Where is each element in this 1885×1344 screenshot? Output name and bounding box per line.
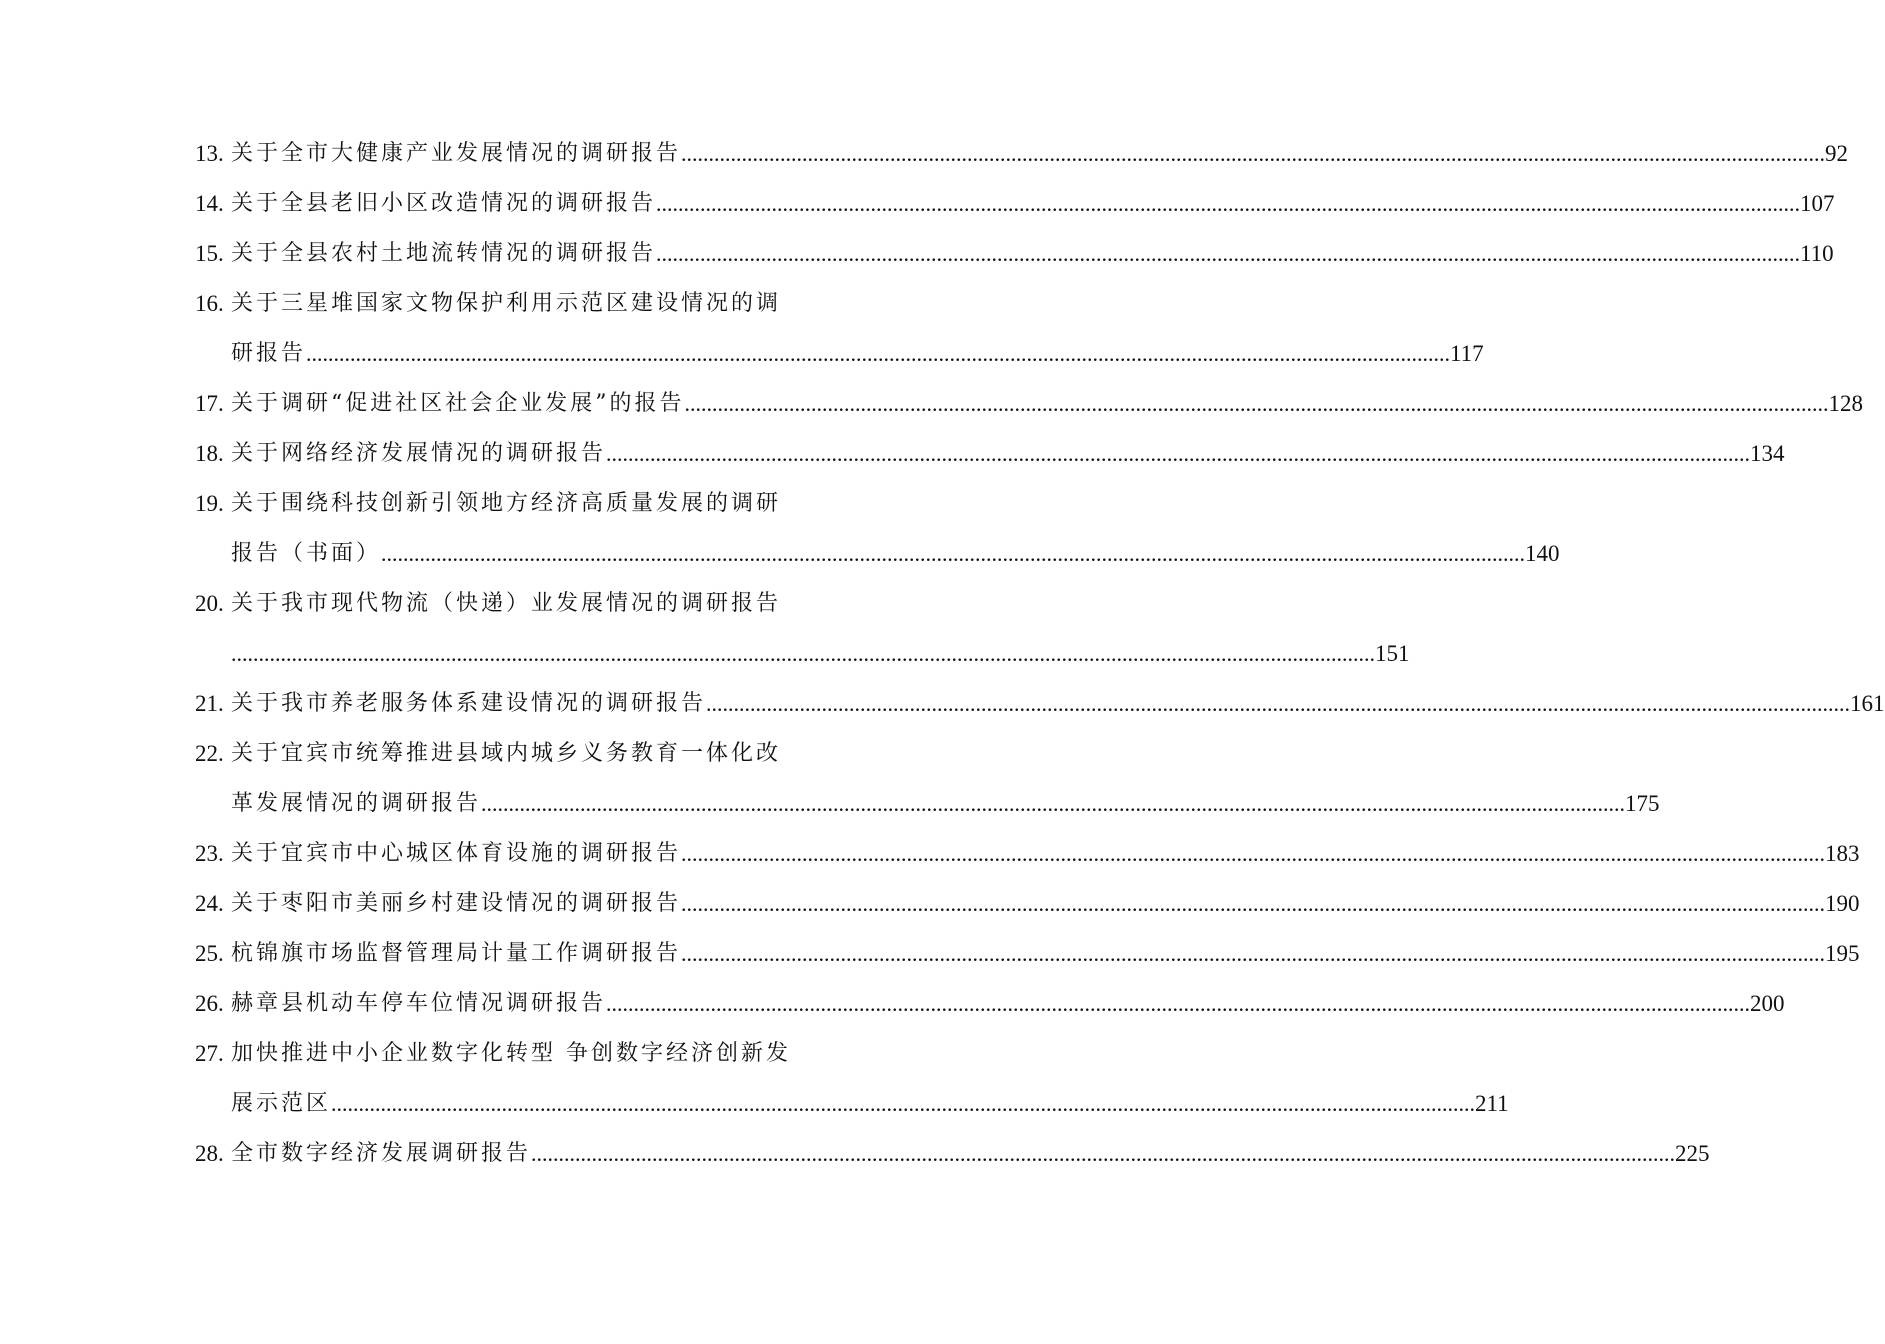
toc-entry-number: 22. — [195, 741, 224, 766]
toc-entry-title: 关于三星堆国家文物保护利用示范区建设情况的调 — [231, 291, 782, 316]
toc-entry-title: 展示范区 — [231, 1091, 332, 1116]
dot-leader — [606, 436, 1750, 472]
toc-entry[interactable] — [195, 386, 1863, 436]
toc-entry-number: 28. — [195, 1141, 224, 1166]
toc-entry-number: 23. — [195, 841, 224, 866]
toc-entry-first-line — [195, 936, 1860, 986]
toc-entry-title: 杭锦旗市场监督管理局计量工作调研报告 — [231, 941, 682, 966]
toc-entry-number: 26. — [195, 991, 224, 1016]
toc-entry-page-number[interactable]: 175 — [1625, 791, 1660, 816]
dot-leader — [381, 536, 1525, 572]
toc-entry-number: 24. — [195, 891, 224, 916]
toc-entry-first-line — [195, 386, 1863, 436]
toc-entry-first-line — [195, 1036, 807, 1086]
toc-entry-title: 关于我市现代物流（快递）业发展情况的调研报告 — [231, 591, 782, 616]
toc-entry[interactable] — [195, 136, 1849, 186]
toc-entry-first-line — [195, 736, 807, 786]
toc-entry[interactable] — [195, 986, 1785, 1036]
dot-leader — [481, 786, 1625, 822]
dot-leader — [706, 686, 1850, 722]
toc-entry-title: 关于宜宾市中心城区体育设施的调研报告 — [231, 841, 682, 866]
toc-entry-title: 关于网络经济发展情况的调研报告 — [231, 441, 607, 466]
dot-leader — [656, 236, 1800, 272]
toc-entry-title: 全市数字经济发展调研报告 — [231, 1141, 532, 1166]
toc-entry-first-line — [195, 136, 1849, 186]
toc-entry-page-number[interactable]: 117 — [1450, 341, 1484, 366]
toc-entry-page-number[interactable]: 225 — [1675, 1141, 1710, 1166]
toc-entry-page-number[interactable]: 200 — [1750, 991, 1785, 1016]
toc-entry-page-number[interactable]: 140 — [1525, 541, 1560, 566]
toc-entry[interactable] — [195, 686, 1885, 736]
dot-leader — [656, 186, 1800, 222]
toc-entry[interactable] — [195, 236, 1834, 286]
toc-entry-title: 关于全市大健康产业发展情况的调研报告 — [231, 141, 682, 166]
toc-entry[interactable] — [195, 736, 1660, 836]
toc-entry-number: 25. — [195, 941, 224, 966]
toc-entry-number: 18. — [195, 441, 224, 466]
toc-entry-first-line — [195, 436, 1785, 486]
dot-leader — [681, 836, 1825, 872]
toc-entry-number: 20. — [195, 591, 224, 616]
toc-entry-page-number[interactable]: 92 — [1825, 141, 1849, 166]
dot-leader — [606, 986, 1750, 1022]
toc-entry-first-line — [195, 886, 1860, 936]
toc-entry-continuation-line — [195, 536, 1560, 586]
toc-entry-first-line — [195, 836, 1860, 886]
toc-entry-number: 14. — [195, 191, 224, 216]
toc-entry-page-number[interactable]: 195 — [1825, 941, 1860, 966]
toc-entry-title: 关于围绕科技创新引领地方经济高质量发展的调研 — [231, 491, 782, 516]
toc-entry-title: 关于调研“促进社区社会企业发展”的报告 — [231, 391, 685, 416]
toc-entry[interactable] — [195, 836, 1860, 886]
toc-entry[interactable] — [195, 886, 1860, 936]
toc-entry-title: 关于枣阳市美丽乡村建设情况的调研报告 — [231, 891, 682, 916]
toc-entry-title: 加快推进中小企业数字化转型 争创数字经济创新发 — [231, 1041, 791, 1066]
toc-entry-title: 关于全县老旧小区改造情况的调研报告 — [231, 191, 657, 216]
toc-entry-number: 19. — [195, 491, 224, 516]
toc-entry-first-line — [195, 686, 1885, 736]
toc-entry-page-number[interactable]: 190 — [1825, 891, 1860, 916]
toc-entry-first-line — [195, 586, 807, 636]
toc-entry-number: 13. — [195, 141, 224, 166]
toc-entry[interactable] — [195, 186, 1835, 236]
dot-leader — [306, 336, 1450, 372]
toc-entry-page-number[interactable]: 110 — [1800, 241, 1834, 266]
toc-entry[interactable] — [195, 1136, 1710, 1186]
dot-leader — [685, 386, 1829, 422]
toc-entry-title: 关于我市养老服务体系建设情况的调研报告 — [231, 691, 707, 716]
toc-entry-title: 赫章县机动车停车位情况调研报告 — [231, 991, 607, 1016]
toc-entry-number: 17. — [195, 391, 224, 416]
toc-entry-continuation-line — [195, 336, 1484, 386]
toc-entry-page-number[interactable]: 161 — [1850, 691, 1885, 716]
toc-entry[interactable] — [195, 436, 1785, 486]
toc-entry-continuation-line — [195, 786, 1660, 836]
toc-entry-first-line — [195, 236, 1834, 286]
toc-entry[interactable] — [195, 1036, 1509, 1136]
toc-entry-number: 15. — [195, 241, 224, 266]
toc-entry-number: 16. — [195, 291, 224, 316]
toc-entry-first-line — [195, 286, 807, 336]
toc-entry[interactable] — [195, 486, 1560, 586]
toc-entry-first-line — [195, 486, 807, 536]
toc-entry-continuation-line — [195, 636, 1410, 686]
toc-entry-page-number[interactable]: 183 — [1825, 841, 1860, 866]
toc-entry[interactable] — [195, 286, 1484, 386]
toc-entry-continuation-line — [195, 1086, 1509, 1136]
dot-leader — [231, 636, 1375, 672]
toc-entry-page-number[interactable]: 107 — [1800, 191, 1835, 216]
toc-entry[interactable] — [195, 586, 1410, 686]
toc-entry-number: 21. — [195, 691, 224, 716]
dot-leader — [681, 886, 1825, 922]
toc-entry-page-number[interactable]: 128 — [1828, 391, 1863, 416]
dot-leader — [331, 1086, 1475, 1122]
toc-entry-title: 报告（书面） — [231, 541, 382, 566]
dot-leader — [681, 136, 1825, 172]
toc-entry-title: 关于宜宾市统筹推进县域内城乡义务教育一体化改 — [231, 741, 782, 766]
toc-entry-title: 研报告 — [231, 341, 307, 366]
toc-entry-first-line — [195, 986, 1785, 1036]
toc-entry-first-line — [195, 186, 1835, 236]
toc-entry-title: 关于全县农村土地流转情况的调研报告 — [231, 241, 657, 266]
toc-entry-first-line — [195, 1136, 1710, 1186]
toc-entry-page-number[interactable]: 134 — [1750, 441, 1785, 466]
toc-entry[interactable] — [195, 936, 1860, 986]
toc-entry-page-number[interactable]: 151 — [1375, 641, 1410, 666]
dot-leader — [681, 936, 1825, 972]
toc-entry-title: 革发展情况的调研报告 — [231, 791, 482, 816]
toc-entry-page-number[interactable]: 211 — [1475, 1091, 1509, 1116]
toc-entry-number: 27. — [195, 1041, 224, 1066]
table-of-contents — [195, 136, 1885, 1186]
dot-leader — [531, 1136, 1675, 1172]
